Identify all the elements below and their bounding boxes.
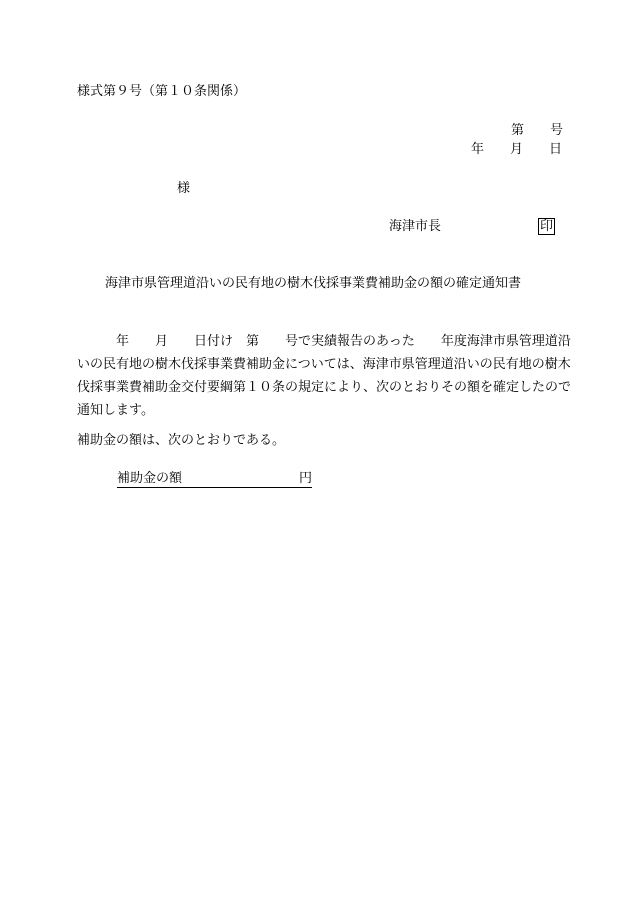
reference-number: 第 号 [511,123,564,138]
document-title: 海津市県管理道沿いの民有地の樹木伐採事業費補助金の額の確定通知書 [105,276,522,291]
amount-unit: 円 [299,471,313,486]
addressee-honorific: 様 [177,181,191,196]
amount-label: 補助金の額 [117,471,183,486]
seal-text: 印 [540,219,554,234]
date-line: 年 月 日 [471,142,563,157]
amount-underline [117,471,312,488]
amount-line [117,471,312,487]
issuer-name: 海津市長 [389,219,442,234]
form-number: 様式第９号（第１０条関係） [77,84,247,99]
body-paragraph: 年 月 日付け 第 号で実績報告のあった 年度海津市県管理道沿いの民有地の樹木伐採事業費補助金については、海津市県管理道沿いの民有地の樹木伐採事業費補助金交付要綱第１０条の規定により、次のとおりその額を確定したので通知します。 [77,334,572,418]
amount-intro: 補助金の額は、次のとおりである。 [77,433,286,448]
seal-mark [538,218,555,235]
amount-blank [182,471,299,486]
